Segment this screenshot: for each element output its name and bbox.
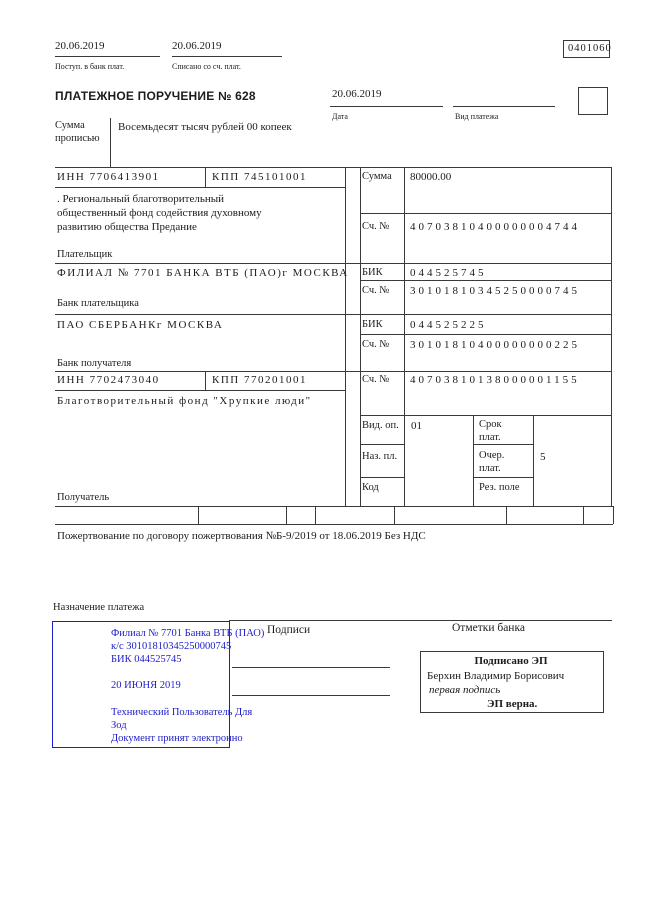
bank-stamp-line: к/с 30101810345250000745 [111,641,232,652]
amount-label: Сумма [362,171,392,182]
reserve-field-label: Рез. поле [479,482,520,493]
payee-account-label: Сч. № [362,374,390,385]
table-line [55,371,612,372]
document-date-label: Дата [332,112,348,121]
amount-words-label-1: Сумма [55,120,85,131]
received-date-value: 20.06.2019 [55,40,105,52]
payer-bank-account: 30101810345250000745 [410,285,580,297]
document-date-underline [330,106,443,107]
payer-inn: ИНН 7706413901 [57,171,160,183]
table-line [506,506,507,524]
amount-words-label-2: прописью [55,133,100,144]
table-line [55,187,345,188]
payer-bank-bik: 044525745 [410,267,487,279]
amount-value: 80000.00 [410,171,452,183]
bank-stamp-box [52,621,265,748]
table-line [473,415,474,506]
bank-stamp-line: БИК 044525745 [111,654,182,665]
payment-type-underline [453,106,555,107]
table-line [611,167,612,506]
payment-type-label: Вид платежа [455,112,499,121]
payer-bank-account-label: Сч. № [362,285,390,296]
payer-bank-name: ФИЛИАЛ № 7701 БАНКА ВТБ (ПАО)г МОСКВА [57,267,349,279]
payer-name-line3: развитию общества Предание [57,221,197,233]
signature-stamp-name: Берхин Владимир Борисович [427,670,565,682]
purpose-code-label: Наз. пл. [362,451,398,462]
payee-bank-account-label: Сч. № [362,339,390,350]
signature-stamp-kind: первая подпись [429,684,501,696]
table-line [55,314,612,315]
payee-name: Благотворительный фонд "Хрупкие люди" [57,395,312,407]
debited-date-value: 20.06.2019 [172,40,222,52]
payer-account: 40703810400000004744 [410,221,580,233]
document-title: ПЛАТЕЖНОЕ ПОРУЧЕНИЕ № 628 [55,89,256,103]
table-line [55,506,613,507]
bank-stamp-line: 20 ИЮНЯ 2019 [111,680,181,691]
payee-kpp: КПП 770201001 [212,374,307,386]
signature-line [232,695,390,696]
form-code-box [563,40,610,58]
table-line [198,506,199,524]
payer-account-label: Сч. № [362,221,390,232]
signature-stamp-verified: ЭП верна. [487,698,538,710]
code-label: Код [362,482,379,493]
table-line [55,390,345,391]
document-date-value: 20.06.2019 [332,88,382,100]
table-line [473,444,534,445]
form-code: 0401060 [568,43,612,54]
table-line [55,524,613,525]
payee-account: 40703810138000001155 [410,374,580,386]
bank-stamp-line: Зод [111,720,127,731]
table-line [583,506,584,524]
table-line [55,263,612,264]
table-line [360,167,361,506]
signature-stamp-title: Подписано ЭП [474,655,548,667]
payee-label: Получатель [57,492,110,503]
payment-type-box [578,87,608,115]
table-line [360,213,612,214]
priority-label: Очер. плат. [479,450,505,474]
table-line [345,167,346,506]
debited-date-underline [172,56,282,57]
payer-bank-label: Банк плательщика [57,298,139,309]
received-date-underline [55,56,160,57]
table-line [394,506,395,524]
table-line [360,477,405,478]
amount-words-divider [110,118,111,167]
table-line [404,167,405,506]
bank-stamp-line: Технический Пользователь Для [111,707,253,718]
received-date-label: Поступ. в банк плат. [55,62,125,71]
table-line [360,415,612,416]
table-line [286,506,287,524]
table-line [613,506,614,524]
op-type-value: 01 [411,420,422,432]
debited-date-label: Списано со сч. плат. [172,62,241,71]
payee-bank-name: ПАО СБЕРБАНКг МОСКВА [57,319,224,331]
payer-name-line2: общественный фонд содействия духовному [57,207,262,219]
payee-bank-account: 30101810400000000225 [410,339,580,351]
payer-label: Плательщик [57,249,113,260]
table-line [205,167,206,187]
table-line [315,506,316,524]
bank-stamp-line: Филиал № 7701 Банка ВТБ (ПАО) [111,628,265,639]
table-line [360,444,405,445]
table-line [360,280,612,281]
footer-top-line [229,620,612,621]
payee-bank-label: Банк получателя [57,358,132,369]
pay-term-label: Срок плат. [479,419,502,443]
payee-bank-bik: 044525225 [410,319,487,331]
bank-stamp-line: Документ принят электронно [111,733,243,744]
amount-words-value: Восемьдесят тысяч рублей 00 копеек [118,121,292,133]
table-line [473,477,534,478]
signature-stamp-box [420,651,604,713]
payer-name-line1: . Региональный благотворительный [57,193,224,205]
payer-kpp: КПП 745101001 [212,171,307,183]
table-line [533,415,534,506]
table-line [55,167,612,168]
bank-marks-label: Отметки банка [452,622,525,634]
purpose-text: Пожертвование по договору пожертвования №Б-9/2019 от 18.06.2019 Без НДС [57,530,426,542]
payer-bank-bik-label: БИК [362,267,383,278]
table-line [360,334,612,335]
signature-line [232,667,390,668]
priority-value: 5 [540,451,546,463]
op-type-label: Вид. оп. [362,420,399,431]
signatures-label: Подписи [267,624,311,636]
table-line [205,371,206,390]
payee-inn: ИНН 7702473040 [57,374,160,386]
purpose-label: Назначение платежа [53,602,145,613]
payee-bank-bik-label: БИК [362,319,383,330]
